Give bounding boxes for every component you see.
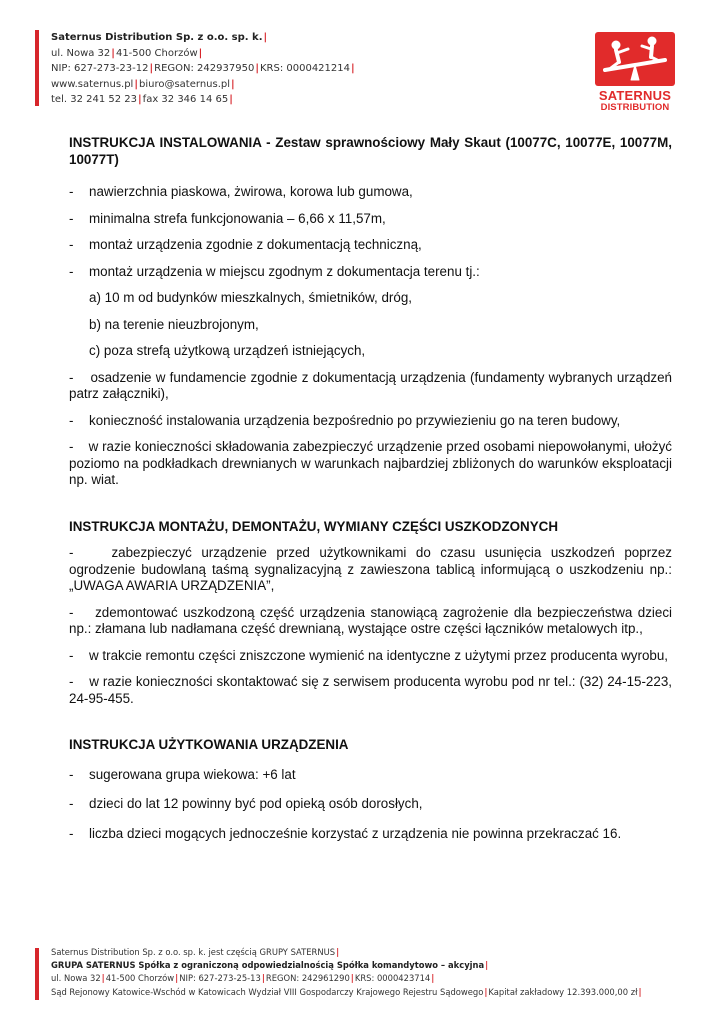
company-header: Saternus Distribution Sp. z o.o. sp. k.| ul. Nowa 32|41-500 Chorzów| NIP: 627-273-23-12|REGON: 242937950|KRS: 0000421214| www.saternus.pl|biuro@saternus.pl| tel. 32 241 52 23|fax 32 346 14 65|	[51, 32, 355, 105]
list-item: - montaż urządzenia w miejscu zgodnym z dokumentacja terenu tj.:	[69, 263, 480, 279]
footer-group-note: Saternus Distribution Sp. z o.o. sp. k. jest częścią GRUPY SATERNUS	[51, 947, 336, 957]
footer-group-name: GRUPA SATERNUS Spółka z ograniczoną odpowiedzialnością Spółka komandytowo – akcyjna	[51, 960, 485, 971]
fax: fax 32 346 14 65	[142, 94, 229, 105]
list-item: - w trakcie remontu części zniszczone wymienić na identyczne z użytymi przez producenta wyrobu,	[69, 647, 669, 663]
document-body	[69, 135, 672, 842]
list-item: - w razie konieczności składowania zabezpieczyć urządzenie przed osobami niepowołanymi, ułożyć poziomo na podkładkach drewnianych w warunkach najbardziej zbliżonych do warunków eksploatacji np. wiat.	[69, 439, 672, 487]
regon: REGON: 242937950	[154, 63, 255, 74]
footer-regon: REGON: 242961290	[265, 973, 350, 984]
footer-city: 41-500 Chorzów	[105, 973, 175, 984]
list-item: - sugerowana grupa wiekowa: +6 lat	[69, 766, 296, 782]
list-item: - konieczność instalowania urządzenia bezpośrednio po przywiezieniu go na teren budowy,	[69, 412, 621, 428]
list-item: - dzieci do lat 12 powinny być pod opieką osób dorosłych,	[69, 796, 423, 811]
krs: KRS: 0000421214	[259, 63, 350, 74]
sub-item: b) na terenie nieuzbrojonym,	[89, 316, 259, 332]
nip: NIP: 627-273-23-12	[51, 63, 149, 74]
footer-capital: Kapitał zakładowy 12.393.000,00 zł	[488, 986, 638, 997]
list-item: - zabezpieczyć urządzenie przed użytkownikami do czasu usunięcia uszkodzeń poprzez ogrodzenie budowlaną taśmą sygnalizacyjną z zawieszona tablicą informującą o uszkodzeniu np.: „UWAGA AWARIA URZĄDZENIA”,	[69, 545, 672, 593]
email-link[interactable]: biuro@saternus.pl	[139, 78, 231, 90]
footer-nip: NIP: 627-273-25-13	[179, 973, 261, 984]
header-accent-bar	[35, 30, 39, 106]
website-link[interactable]: www.saternus.pl	[51, 78, 134, 90]
logo-name: SATERNUS	[598, 88, 672, 103]
address-city: 41-500 Chorzów	[115, 47, 198, 59]
list-item: - osadzenie w fundamencie zgodnie z dokumentacją urządzenia (fundamenty wybranych urządzeń patrz załączniki),	[69, 369, 673, 401]
company-name: Saternus Distribution Sp. z o.o. sp. k.	[51, 32, 263, 43]
section2-title: INSTRUKCJA MONTAŻU, DEMONTAŻU, WYMIANY CZĘŚCI USZKODZONYCH	[69, 518, 558, 534]
section3-title: INSTRUKCJA UŻYTKOWANIA URZĄDZENIA	[69, 737, 349, 752]
company-footer: Saternus Distribution Sp. z o.o. sp. k. jest częścią GRUPY SATERNUS| GRUPA SATERNUS Spółka z ograniczoną odpowiedzialnością Spółka komandytowo – akcyjna| ul. Nowa 32|41-500 Chorzów|NIP: 627-273-25-13|REGON: 242961290|KRS: 0000423714| Sąd Rejonowy Katowice-Wschód w Katowicach Wydział VIII Gospodarczy Krajowego Rejestru Sądowego|Kapitał zakładowy 12.393.000,00 zł|	[51, 947, 642, 997]
list-item: - liczba dzieci mogących jednocześnie korzystać z urządzenia nie powinna przekraczać 16.	[69, 825, 622, 841]
sub-item: a) 10 m od budynków mieszkalnych, śmietników, dróg,	[89, 290, 413, 305]
list-item: - minimalna strefa funkcjonowania – 6,66 x 11,57m,	[69, 210, 386, 226]
footer-krs: KRS: 0000423714	[354, 973, 431, 984]
section1-title: INSTRUKCJA INSTALOWANIA - Zestaw sprawnościowy Mały Skaut (10077C, 10077E, 10077M, 10077T)	[69, 135, 672, 167]
list-item: - montaż urządzenia zgodnie z dokumentacją techniczną,	[69, 237, 422, 252]
seesaw-icon	[595, 32, 675, 86]
list-item: - zdemontować uszkodzoną część urządzenia stanowiącą zagrożenie dla bezpieczeństwa dzieci np.: złamana lub nadłamana część drewnianą, wystające ostre części łączników metalowych itp.,	[69, 604, 673, 636]
sub-item: c) poza strefą użytkową urządzeń istniejących,	[89, 343, 366, 358]
phone: tel. 32 241 52 23	[51, 94, 138, 105]
saternus-logo	[595, 32, 675, 112]
logo-subname: DISTRIBUTION	[600, 102, 670, 113]
footer-accent-bar	[35, 948, 39, 1000]
footer-street: ul. Nowa 32	[51, 973, 101, 984]
list-item: - w razie konieczności skontaktować się z serwisem producenta wyrobu pod nr tel.: (32) 24-15-223, 24-95-455.	[69, 674, 672, 706]
list-item: - nawierzchnia piaskowa, żwirowa, korowa lub gumowa,	[69, 184, 413, 199]
footer-court: Sąd Rejonowy Katowice-Wschód w Katowicach Wydział VIII Gospodarczy Krajowego Rejestru Sądowego	[51, 986, 484, 997]
address-street: ul. Nowa 32	[51, 47, 111, 59]
